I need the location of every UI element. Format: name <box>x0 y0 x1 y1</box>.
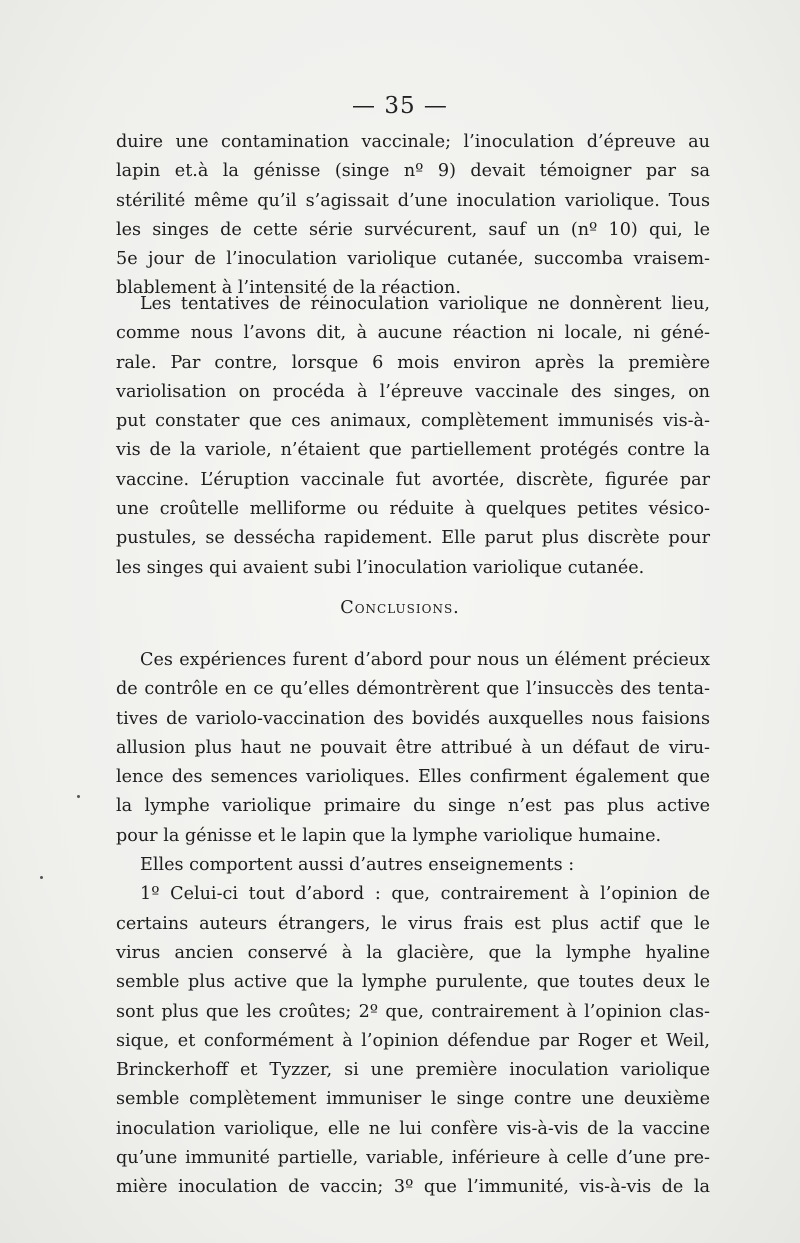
text-line: vaccine. L’éruption vaccinale fut avortée, discrète, figurée par <box>116 469 710 490</box>
text-line: les singes qui avaient subi l’inoculation variolique cutanée. <box>116 557 645 578</box>
text-line: qu’une immunité partielle, variable, inférieure à celle d’une pre- <box>116 1148 710 1169</box>
text-line: Elles comportent aussi d’autres enseignements : <box>140 855 575 876</box>
print-speck <box>77 795 80 798</box>
text-line: Ces expériences furent d’abord pour nous un élément précieux <box>140 650 710 670</box>
paragraph-2 <box>116 290 710 583</box>
text-line: duire une contamination vaccinale; l’inoculation d’épreuve au <box>116 132 710 152</box>
paragraph-1 <box>116 128 710 304</box>
text-line: tives de variolo-vaccination des bovidés auxquelles nous faisions <box>116 708 710 729</box>
text-line: 1º Celui-ci tout d’abord : que, contrairement à l’opinion de <box>140 884 710 905</box>
text-line: les singes de cette série survécurent, sauf un (nº 10) qui, le <box>116 219 710 240</box>
print-speck <box>40 876 43 879</box>
text-line: sont plus que les croûtes; 2º que, contrairement à l’opinion clas- <box>116 1001 710 1022</box>
text-line: stérilité même qu’il s’agissait d’une inoculation variolique. Tous <box>116 190 710 211</box>
text-line: 5e jour de l’inoculation variolique cutanée, succomba vraisem- <box>116 249 710 270</box>
text-line: de contrôle en ce qu’elles démontrèrent que l’insuccès des tenta- <box>116 679 710 700</box>
text-line: Les tentatives de réinoculation variolique ne donnèrent lieu, <box>140 294 710 314</box>
text-line: pour la génisse et le lapin que la lymphe variolique humaine. <box>116 825 662 846</box>
text-line: semble complètement immuniser le singe contre une deuxième <box>116 1089 710 1110</box>
text-line: Brinckerhoff et Tyzzer, si une première inoculation variolique <box>116 1060 710 1081</box>
text-line: pustules, se dessécha rapidement. Elle parut plus discrète pour <box>116 528 710 549</box>
text-line: allusion plus haut ne pouvait être attribué à un défaut de viru- <box>116 737 710 758</box>
text-line: vis de la variole, n’étaient que partiellement protégés contre la <box>116 440 710 461</box>
paragraph-3 <box>116 646 710 1203</box>
text-line: certains auteurs étrangers, le virus frais est plus actif que le <box>116 913 710 934</box>
text-line: blablement à l’intensité de la réaction. <box>116 278 461 299</box>
text-line: mière inoculation de vaccin; 3º que l’immunité, vis-à-vis de la <box>116 1177 710 1198</box>
text-line: une croûtelle melliforme ou réduite à quelques petites vésico- <box>116 499 710 520</box>
text-line: lence des semences varioliques. Elles confirment également que <box>116 767 710 788</box>
text-line: put constater que ces animaux, complètement immunisés vis-à- <box>116 411 710 432</box>
text-line: semble plus active que la lymphe purulente, que toutes deux le <box>116 972 710 993</box>
text-line: lapin et.à la génisse (singe nº 9) devait témoigner par sa <box>116 161 710 182</box>
section-heading-conclusions: Conclusions. <box>340 598 460 618</box>
text-line: inoculation variolique, elle ne lui confère vis-à-vis de la vaccine <box>116 1118 710 1139</box>
text-line: sique, et conformément à l’opinion défendue par Roger et Weil, <box>116 1030 710 1051</box>
text-line: virus ancien conservé à la glacière, que la lymphe hyaline <box>116 942 710 963</box>
text-line: rale. Par contre, lorsque 6 mois environ après la première <box>116 352 710 373</box>
page-number: — 35 — <box>352 93 448 119</box>
text-line: comme nous l’avons dit, à aucune réaction ni locale, ni géné- <box>116 323 710 344</box>
text-line: variolisation on procéda à l’épreuve vaccinale des singes, on <box>116 381 710 402</box>
text-line: la lymphe variolique primaire du singe n’est pas plus active <box>116 796 710 817</box>
